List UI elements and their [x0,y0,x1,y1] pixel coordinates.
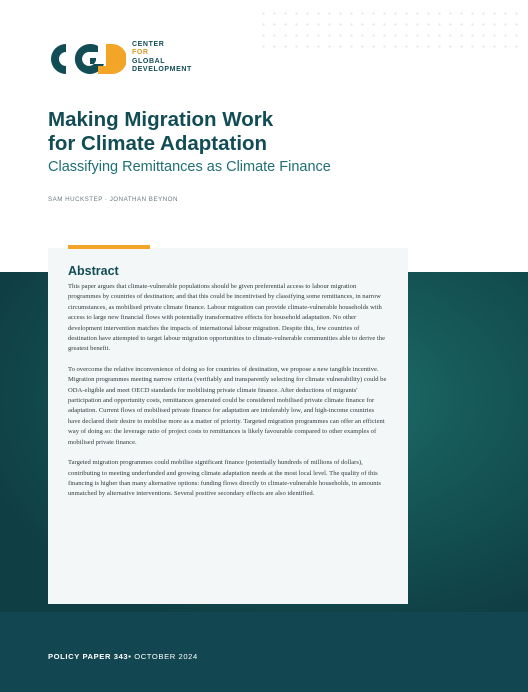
abstract-card [48,248,408,604]
logo-line-center: CENTER [132,41,165,48]
abstract-accent-bar [68,245,150,249]
paper-date: OCTOBER 2024 [131,652,198,661]
title-line-1: Making Migration Work [48,108,274,131]
abstract-paragraph-3: Targeted migration programmes could mobilise significant finance (potentially hundreds of millions of dollars), contributing to meeting underfunded and growing climate adaptation needs at the most local level. The quality of this financing is higher than many alternative options: funding flows directly to climate-vulnerable households, in amounts unmatched by alternative interventions. Several positive secondary effects are also identified. [68,459,381,498]
paper-title [48,108,468,156]
paper-series-number: POLICY PAPER 343 [48,652,129,661]
paper-authors: SAM HUCKSTEP · JONATHAN BEYNON [48,196,178,203]
abstract-paragraph-1: This paper argues that climate-vulnerable populations should be given preferential access to labour migration programmes by countries of destination; and that this could be incentivised by classifying some remittances, in narrow circumstances, as mobilised private climate finance. Labour migration can provide climate-vulnerable households with access to large new financial flows with potentially transformative effects for household adaptation. No other development intervention matches the impacts of international labour migration. Despite this, few countries of destination have attempted to target labour migration opportunities to climate-vulnerable communities able to derive the greatest benefit. [68,283,386,353]
cgd-logo [46,40,236,80]
paper-subtitle: Classifying Remittances as Climate Finance [48,159,331,175]
logo-line-development: DEVELOPMENT [132,66,192,74]
cgd-logo-mark-icon [46,40,126,78]
decorative-dot-pattern [258,8,520,50]
title-line-2: for Climate Adaptation [48,132,268,155]
abstract-paragraph-2: To overcome the relative inconvenience of doing so for countries of destination, we propose a new tangible incentive. Migration programmes meeting narrow criteria (verifiably and transparently selecting for climate vulnerability) could be ODA-eligible and meet OECD standards for mobilising private climate finance. After deductions of migrants' participation and opportunity costs, remittances generated could be considered mobilised private climate finance for adaptation. Current flows of mobilised private finance for adaptation are intolerably low, and high-income countries have declared their desire to mobilise more as a matter of priority. Targeted migration programmes can offer an efficient way of doing so: the leverage ratio of project costs to remittances is likely favourable compared to other examples of mobilised private finance. [68,365,387,446]
logo-line-for: FOR [132,49,149,57]
paper-series-footer [48,652,198,661]
abstract-heading: Abstract [68,264,119,278]
logo-wordmark [132,41,192,75]
footer-separator: • [128,652,132,661]
logo-line-global: GLOBAL [132,57,166,65]
